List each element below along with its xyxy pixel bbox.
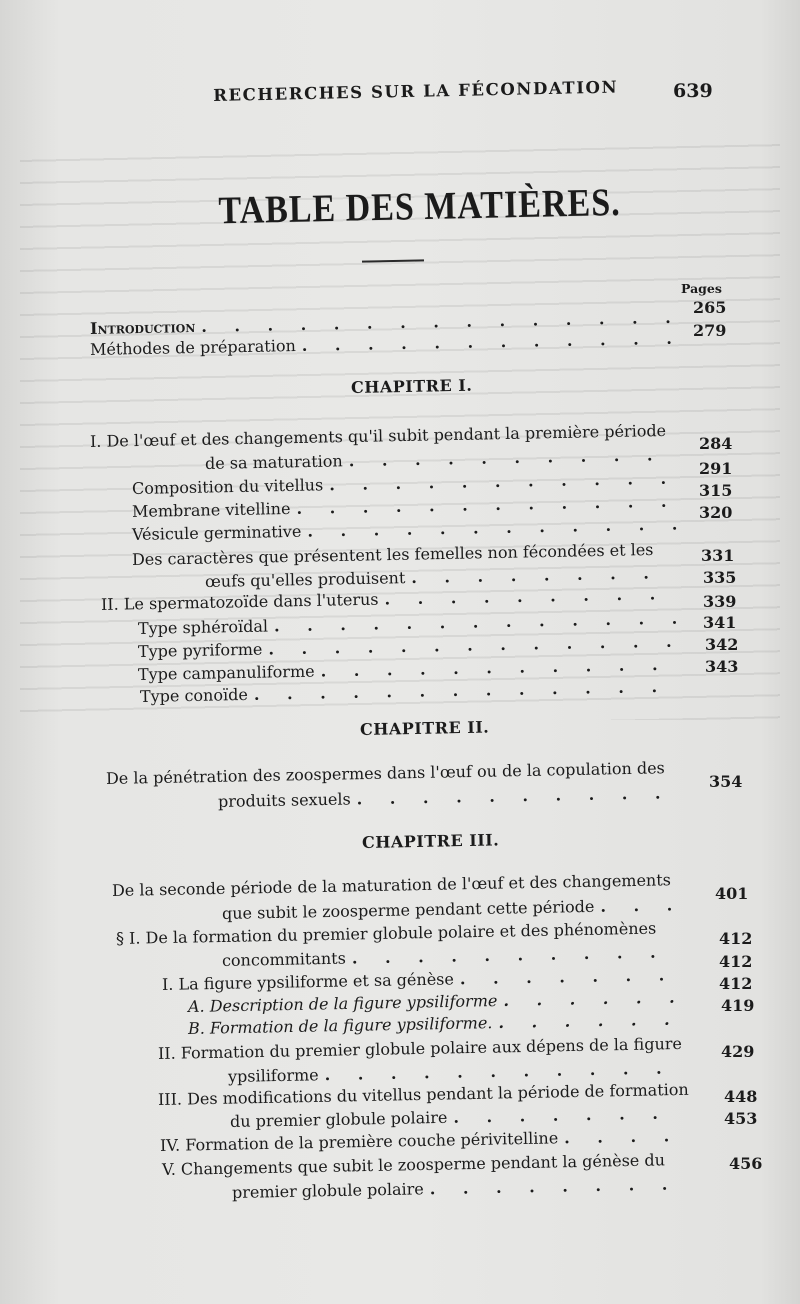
toc-page: 412 <box>719 974 753 993</box>
page-number: 639 <box>673 80 713 102</box>
toc-page: 419 <box>721 996 755 1015</box>
toc-page: 284 <box>699 434 733 453</box>
toc-page: 412 <box>719 929 753 948</box>
toc-entry: I. De l'œuf et des changements qu'il subit pendant la première période <box>89 420 667 451</box>
toc-entry: Type conoïde . . . . . . . . . . . . . <box>139 676 669 706</box>
toc-page: 331 <box>701 546 735 565</box>
toc-page: 291 <box>699 459 733 478</box>
toc-entry: que subit le zoosperme pendant cette période . . . <box>221 895 684 923</box>
toc-entry: De la pénétration des zoospermes dans l'œuf ou de la copulation des <box>105 758 665 788</box>
toc-entry: premier globule polaire . . . . . . . . <box>231 1174 679 1202</box>
toc-entry: du premier globule polaire . . . . . . . <box>229 1103 669 1131</box>
toc-entry: De la seconde période de la maturation de l'œuf et des changements <box>111 870 672 900</box>
chapter-heading: CHAPITRE II. <box>359 717 490 739</box>
toc-entry: produits sexuels . . . . . . . . . . <box>217 783 672 811</box>
toc-entry: œufs qu'elles produisent . . . . . . . . <box>204 563 661 591</box>
toc-page: 456 <box>729 1154 763 1173</box>
toc-entry: Méthodes de préparation . . . . . . . . . . . . <box>89 328 684 359</box>
toc-entry: Type campanuliforme . . . . . . . . . . . <box>137 654 669 684</box>
toc-entry: concommitants . . . . . . . . . . <box>221 942 667 970</box>
toc-entry: Des caractères que présentent les femelles non fécondées et les <box>131 539 654 569</box>
toc-page: 315 <box>699 481 733 500</box>
toc-entry: Type sphéroïdal . . . . . . . . . . . . . <box>137 608 689 638</box>
toc-page: 335 <box>703 568 737 587</box>
toc-page: 401 <box>715 884 749 903</box>
toc-entry: Introduction . . . . . . . . . . . . . . . <box>89 307 682 338</box>
toc-entry: III. Des modifications du vitellus pendant la période de formation <box>157 1079 689 1109</box>
pages-column-label: Pages <box>681 281 722 296</box>
toc-entry: I. La figure ypsiliforme et sa génèse . . . . . . . <box>161 965 676 994</box>
running-head: RECHERCHES SUR LA FÉCONDATION <box>213 77 619 105</box>
toc-entry: ypsiliforme . . . . . . . . . . . <box>227 1058 673 1086</box>
toc-entry: de sa maturation . . . . . . . . . . <box>204 445 664 473</box>
toc-entry: Membrane vitelline . . . . . . . . . . . . <box>131 491 678 521</box>
toc-page: 265 <box>693 298 727 317</box>
toc-entry: V. Changements que subit le zoosperme pendant la génèse du <box>161 1150 666 1179</box>
toc-entry: II. Formation du premier globule polaire aux dépens de la figure <box>157 1033 683 1063</box>
toc-page: 429 <box>721 1042 755 1061</box>
toc-page: 448 <box>724 1087 758 1106</box>
toc-entry: II. Le spermatozoïde dans l'uterus . . . . . . . . . <box>100 584 667 614</box>
toc-page: 354 <box>709 772 743 791</box>
chapter-heading: CHAPITRE III. <box>361 830 500 852</box>
toc-page: 320 <box>699 503 733 522</box>
toc-page: 453 <box>724 1109 758 1128</box>
toc-page: 279 <box>693 321 727 340</box>
toc-entry: § I. De la formation du premier globule polaire et des phénomènes <box>115 918 657 948</box>
toc-entry: Composition du vitellus . . . . . . . . . . . <box>131 468 678 498</box>
toc-page: 412 <box>719 952 753 971</box>
toc-entry: A. Description de la figure ypsiliforme . . . . . . <box>187 987 686 1016</box>
toc-page: 339 <box>703 592 737 611</box>
toc-page: 342 <box>705 635 739 654</box>
toc-entry: Type pyriforme . . . . . . . . . . . . . <box>137 631 683 661</box>
toc-page: 343 <box>705 657 739 676</box>
page-title: TABLE DES MATIÈRES. <box>218 181 622 233</box>
toc-entry: Vésicule germinative . . . . . . . . . . . . <box>131 514 689 544</box>
toc-page: 341 <box>703 613 737 632</box>
toc-entry: B. Formation de la figure ypsiliforme. . . . . . . <box>187 1009 681 1038</box>
chapter-heading: CHAPITRE I. <box>350 375 473 397</box>
toc-entry: IV. Formation de la première couche périvitelline . . . . <box>159 1126 681 1155</box>
